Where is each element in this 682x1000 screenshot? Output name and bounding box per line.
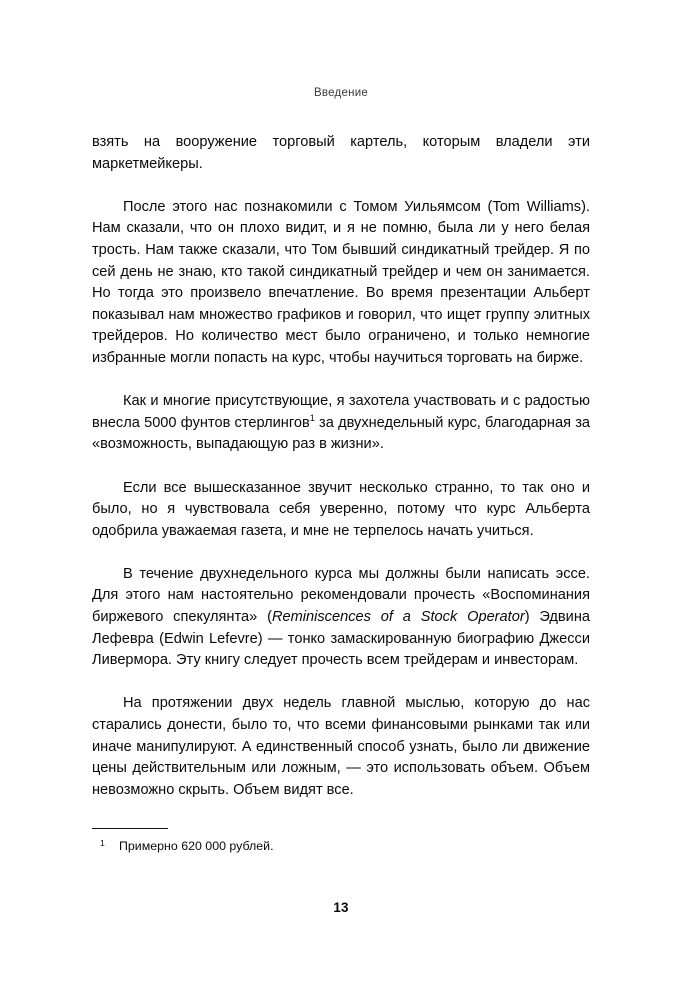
paragraph-1 [92, 132, 590, 175]
book-title-italic: Reminiscences of a Stock Operator [271, 609, 525, 626]
paragraph-6-text: На протяжении двух недель главной мыслью, которую до нас старались донести, было то, что всеми финансовыми рынками так или иначе манипулируют. А единственный способ узнать, было ли движение цены действительным или ложным, — это использовать объем. Объем невозможно скрыть. Объем видят все. [92, 695, 590, 798]
footnote-text: Примерно 620 000 рублей. [119, 839, 274, 854]
paragraph-5 [92, 564, 590, 672]
footnote-block [92, 828, 590, 855]
paragraph-6 [92, 693, 590, 801]
paragraph-3-text-before-footnote-ref: Как и многие присутствующие, я захотела участвовать и с радостью внесла 5000 фунтов стерлингов [92, 393, 590, 431]
page-number: 13 [333, 900, 349, 915]
paragraph-2-text: После этого нас познакомили с Томом Уильямсом (Tom Williams). Нам сказали, что он плохо видит, и я не помню, была ли у него белая трость. Нам также сказали, что Том бывший синдикатный трейдер. Я по сей день не знаю, кто такой синдикатный трейдер и чем он занимается. Но тогда это произвело впечатление. Во время презентации Альберт показывал нам множество графиков и говорил, что ищет группу элитных трейдеров. Но количество мест было ограничено, и только немногие избранные могли попасть на курс, чтобы научиться торговать на бирже. [92, 198, 590, 366]
paragraph-3 [92, 391, 590, 456]
paragraph-5-text-part-2: ) Эдвина Лефевра (Edwin Lefevre) — тонко замаскированную биографию Джесси Ливермора. Эту книгу следует прочесть всем трейдерам и инвесторам. [92, 609, 591, 669]
paragraph-4-text: Если все вышесказанное звучит несколько странно, то так оно и было, но я чувствовала себя уверенно, потому что курс Альберта одобрила уважаемая газета, и мне не терпелось начать учиться. [92, 479, 590, 539]
running-header: Введение [313, 87, 369, 99]
paragraph-5-text-part-1: В течение двухнедельного курса мы должны были написать эссе. Для этого нам настоятельно рекомендовали прочесть «Воспоминания биржевого спекулянта» ( [92, 565, 590, 626]
paragraph-2 [92, 197, 590, 370]
footnote-marker: 1 [100, 838, 105, 849]
footnote-reference-marker: 1 [309, 412, 315, 423]
paragraph-4 [92, 478, 590, 543]
footnote-line [92, 838, 590, 855]
paragraph-1-text: взять на вооружение торговый картель, которым владели эти маркетмейкеры. [92, 134, 590, 172]
footnote-separator-rule [92, 828, 168, 829]
body-text-column [92, 132, 590, 801]
paragraph-3-text-after-footnote-ref: за двухнедельный курс, благодарная за «возможность, выпадающую раз в жизни». [92, 414, 591, 453]
